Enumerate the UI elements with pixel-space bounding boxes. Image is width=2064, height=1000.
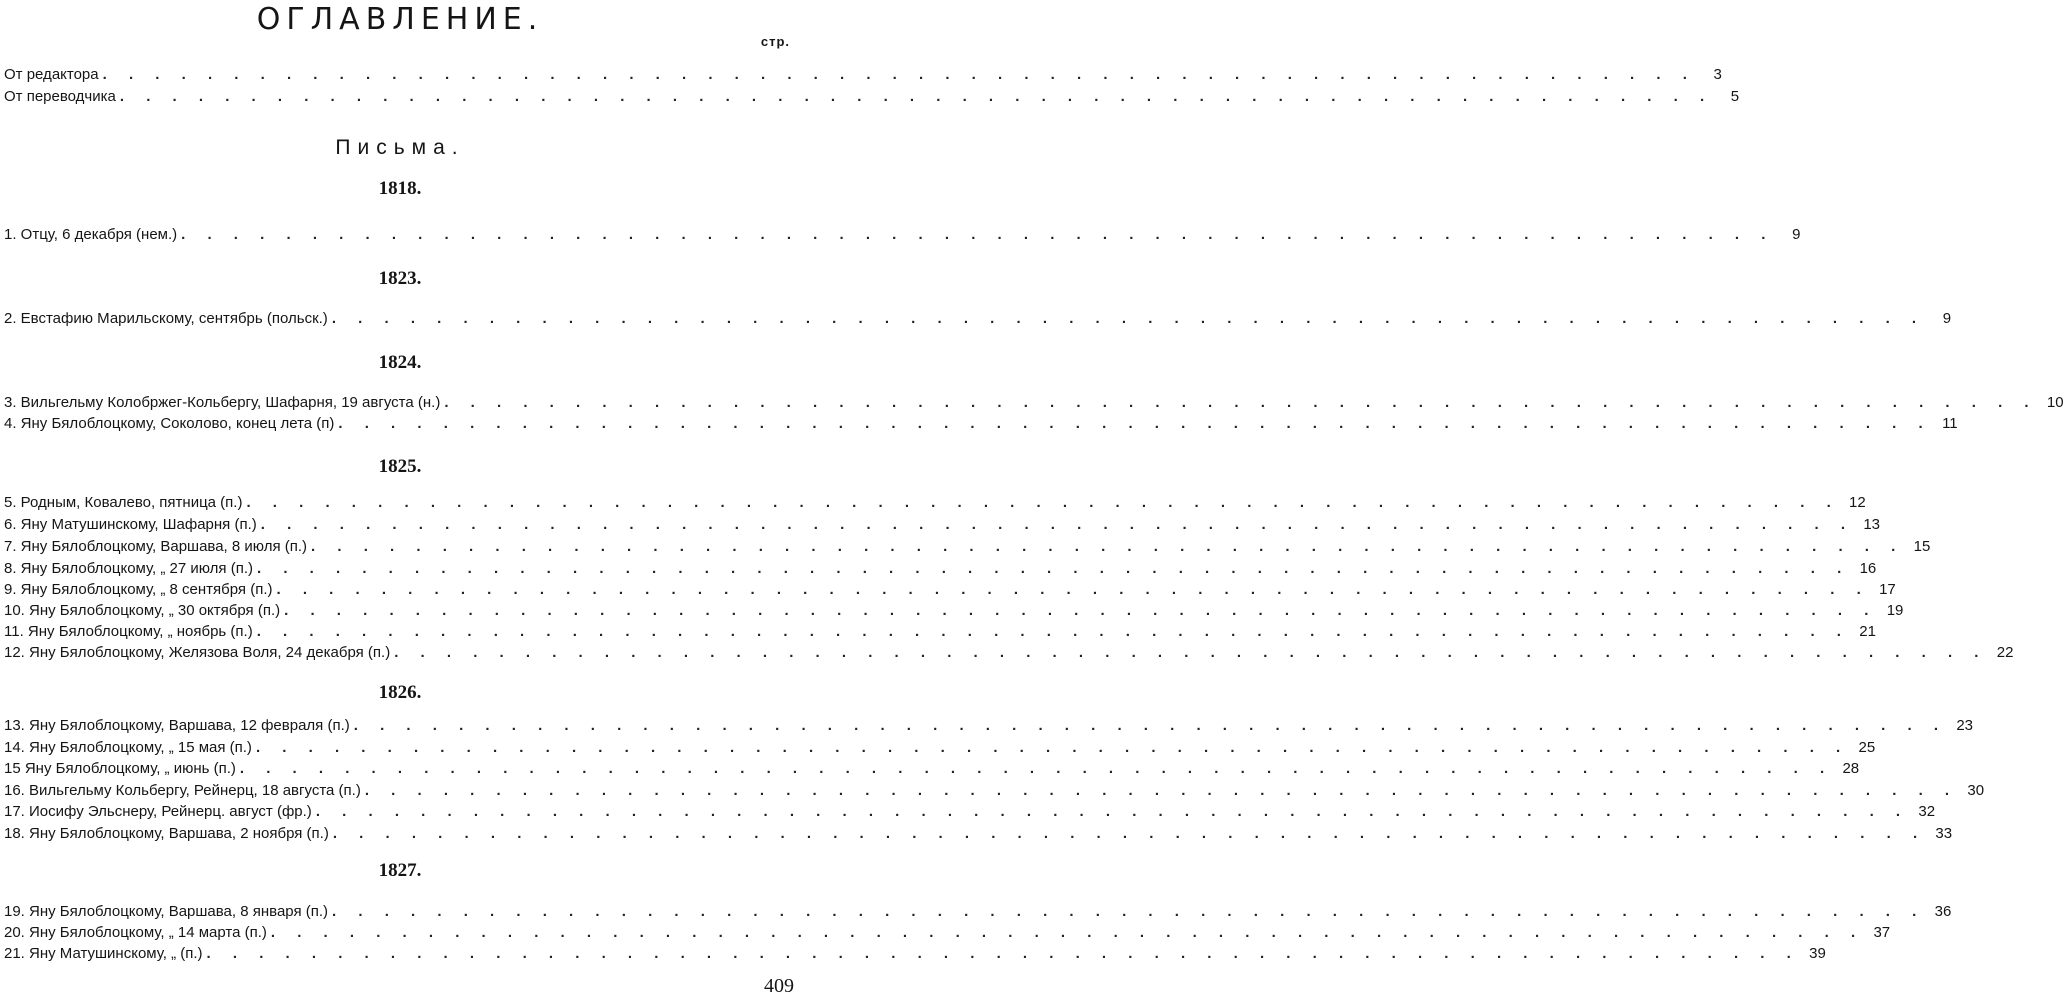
entry-title: 2. Евстафию Марильскому, сентябрь (польск.) <box>4 310 328 327</box>
entry-page: 15 <box>1913 538 1931 555</box>
entry-title: 19. Яну Бялоблоцкому, Варшава, 8 января (п.) <box>4 903 329 920</box>
dot-leader: . . . . . . . . . . . . . . . . . . . . . . . . . . . . . . . . . . . . . . . . . . . . . . . . . . . . . . . . . . . . . <box>315 803 1910 820</box>
entry-title: 21. Яну Матушинскому, „ (п.) <box>4 945 203 962</box>
entry-page: 25 <box>1858 739 1876 756</box>
dot-leader: . . . . . . . . . . . . . . . . . . . . . . . . . . . . . . . . . . . . . . . . . . . . . . . . . . . . . . . . . . . . . <box>338 415 1932 432</box>
entry-page: 9 <box>1942 310 1952 327</box>
entry-page: 32 <box>1918 803 1936 820</box>
dot-leader: . . . . . . . . . . . . . . . . . . . . . . . . . . . . . . . . . . . . . . . . . . . . . . . . . . . . . . . . . . . . . <box>239 760 1834 777</box>
page-column-label: стр. <box>760 34 790 49</box>
toc-entry <box>4 945 1826 967</box>
entry-title: 3. Вильгельму Колобржег-Кольбергу, Шафарня, 19 августа (н.) <box>4 394 441 411</box>
entry-page: 36 <box>1934 903 1952 920</box>
entry-title: 13. Яну Бялоблоцкому, Варшава, 12 февраля (п.) <box>4 717 350 734</box>
dot-leader: . . . . . . . . . . . . . . . . . . . . . . . . . . . . . . . . . . . . . . . . . . . . . . . . . . . . . . . . . . . . . <box>444 394 2038 411</box>
entry-page: 39 <box>1809 945 1826 962</box>
entry-title: 16. Вильгельму Кольбергу, Рейнерц, 18 августа (п.) <box>4 782 361 799</box>
toc-entry <box>4 310 1952 332</box>
entry-page: 21 <box>1859 623 1876 640</box>
dot-leader: . . . . . . . . . . . . . . . . . . . . . . . . . . . . . . . . . . . . . . . . . . . . . . . . . . . . . . . . . . . . . <box>255 739 1850 756</box>
entry-page: 23 <box>1956 717 1974 734</box>
dot-leader: . . . . . . . . . . . . . . . . . . . . . . . . . . . . . . . . . . . . . . . . . . . . . . . . . . . . . . . . . . . . . <box>246 494 1840 511</box>
entry-title: 7. Яну Бялоблоцкому, Варшава, 8 июля (п.) <box>4 538 308 555</box>
entry-title: От редактора <box>4 66 99 83</box>
dot-leader: . . . . . . . . . . . . . . . . . . . . . . . . . . . . . . . . . . . . . . . . . . . . . . . . . . . . . . . . . . . . . <box>102 66 1696 83</box>
dot-leader: . . . . . . . . . . . . . . . . . . . . . . . . . . . . . . . . . . . . . . . . . . . . . . . . . . . . . . . . . . . . . <box>331 310 1926 327</box>
dot-leader: . . . . . . . . . . . . . . . . . . . . . . . . . . . . . . . . . . . . . . . . . . . . . . . . . . . . . . . . . . . . . <box>181 226 1775 243</box>
page-number: 409 <box>764 975 794 997</box>
entry-title: 12. Яну Бялоблоцкому, Желязова Воля, 24 декабря (п.) <box>4 644 391 661</box>
toc-entry <box>4 581 1896 603</box>
entry-page: 13 <box>1863 516 1880 533</box>
year-heading: 1826. <box>378 682 422 703</box>
entry-title: 15 Яну Бялоблоцкому, „ июнь (п.) <box>4 760 236 777</box>
dot-leader: . . . . . . . . . . . . . . . . . . . . . . . . . . . . . . . . . . . . . . . . . . . . . . . . . . . . . . . . . . . . . <box>270 924 1865 941</box>
entry-page: 17 <box>1879 581 1896 598</box>
entry-title: От переводчика <box>4 88 116 105</box>
toc-entry <box>4 924 1891 946</box>
toc-entry <box>4 66 1722 88</box>
dot-leader: . . . . . . . . . . . . . . . . . . . . . . . . . . . . . . . . . . . . . . . . . . . . . . . . . . . . . . . . . . . . . <box>260 516 1854 533</box>
entry-title: 9. Яну Бялоблоцкому, „ 8 сентября (п.) <box>4 581 273 598</box>
toc-entry <box>4 717 1974 739</box>
entry-page: 9 <box>1792 226 1801 243</box>
page-title: ОГЛАВЛЕНИЕ. <box>256 2 544 37</box>
entry-page: 28 <box>1842 760 1860 777</box>
entry-page: 30 <box>1967 782 1985 799</box>
entry-title: 14. Яну Бялоблоцкому, „ 15 мая (п.) <box>4 739 252 756</box>
dot-leader: . . . . . . . . . . . . . . . . . . . . . . . . . . . . . . . . . . . . . . . . . . . . . . . . . . . . . . . . . . . . . <box>332 825 1927 842</box>
entry-title: 4. Яну Бялоблоцкому, Соколово, конец лета (п) <box>4 415 335 432</box>
entry-page: 11 <box>1942 415 1958 432</box>
year-heading: 1818. <box>378 178 422 199</box>
dot-leader: . . . . . . . . . . . . . . . . . . . . . . . . . . . . . . . . . . . . . . . . . . . . . . . . . . . . . . . . . . . . . <box>311 538 1905 555</box>
dot-leader: . . . . . . . . . . . . . . . . . . . . . . . . . . . . . . . . . . . . . . . . . . . . . . . . . . . . . . . . . . . . . <box>353 717 1948 734</box>
toc-entry <box>4 415 1958 437</box>
dot-leader: . . . . . . . . . . . . . . . . . . . . . . . . . . . . . . . . . . . . . . . . . . . . . . . . . . . . . . . . . . . . . <box>257 560 1851 577</box>
toc-entry <box>4 644 2014 666</box>
entry-title: 5. Родным, Ковалево, пятница (п.) <box>4 494 243 511</box>
toc-entry <box>4 494 1866 516</box>
entry-title: 10. Яну Бялоблоцкому, „ 30 октября (п.) <box>4 602 281 619</box>
entry-page: 33 <box>1935 825 1953 842</box>
dot-leader: . . . . . . . . . . . . . . . . . . . . . . . . . . . . . . . . . . . . . . . . . . . . . . . . . . . . . . . . . . . . . <box>364 782 1959 799</box>
dot-leader: . . . . . . . . . . . . . . . . . . . . . . . . . . . . . . . . . . . . . . . . . . . . . . . . . . . . . . . . . . . . . <box>332 903 1926 920</box>
dot-leader: . . . . . . . . . . . . . . . . . . . . . . . . . . . . . . . . . . . . . . . . . . . . . . . . . . . . . . . . . . . . . <box>394 644 1988 661</box>
toc-entry <box>4 623 1876 645</box>
entry-page: 19 <box>1886 602 1904 619</box>
entry-page: 22 <box>1996 644 2014 661</box>
toc-entry <box>4 782 1985 804</box>
dot-leader: . . . . . . . . . . . . . . . . . . . . . . . . . . . . . . . . . . . . . . . . . . . . . . . . . . . . . . . . . . . . . <box>284 602 1878 619</box>
entry-page: 10 <box>2046 394 2064 411</box>
dot-leader: . . . . . . . . . . . . . . . . . . . . . . . . . . . . . . . . . . . . . . . . . . . . . . . . . . . . . . . . . . . . . <box>276 581 1870 598</box>
year-heading: 1824. <box>378 352 422 373</box>
toc-entry <box>4 226 1801 248</box>
dot-leader: . . . . . . . . . . . . . . . . . . . . . . . . . . . . . . . . . . . . . . . . . . . . . . . . . . . . . . . . . . . . . <box>119 88 1714 105</box>
entry-title: 18. Яну Бялоблоцкому, Варшава, 2 ноября (п.) <box>4 825 329 842</box>
toc-entry <box>4 602 1904 624</box>
toc-entry <box>4 394 2064 416</box>
entry-page: 5 <box>1730 88 1740 105</box>
toc-entry <box>4 538 1931 560</box>
entry-title: 8. Яну Бялоблоцкому, „ 27 июля (п.) <box>4 560 253 577</box>
entry-title: 11. Яну Бялоблоцкому, „ ноябрь (п.) <box>4 623 253 640</box>
entry-page: 37 <box>1873 924 1891 941</box>
toc-entry <box>4 903 1952 925</box>
entry-page: 3 <box>1713 66 1722 83</box>
dot-leader: . . . . . . . . . . . . . . . . . . . . . . . . . . . . . . . . . . . . . . . . . . . . . . . . . . . . . . . . . . . . . <box>206 945 1800 962</box>
year-heading: 1825. <box>378 456 422 477</box>
toc-entry <box>4 825 1953 847</box>
entry-title: 1. Отцу, 6 декабря (нем.) <box>4 226 178 243</box>
toc-entry <box>4 760 1860 782</box>
entry-title: 17. Иосифу Эльснеру, Рейнерц. август (фр.) <box>4 803 312 820</box>
year-heading: 1823. <box>378 268 422 289</box>
toc-entry <box>4 739 1876 761</box>
year-heading: 1827. <box>378 860 422 881</box>
entry-title: 6. Яну Матушинскому, Шафарня (п.) <box>4 516 257 533</box>
toc-entry <box>4 560 1877 582</box>
toc-entry <box>4 88 1740 110</box>
entry-page: 12 <box>1849 494 1866 511</box>
toc-entry <box>4 803 1936 825</box>
entry-title: 20. Яну Бялоблоцкому, „ 14 марта (п.) <box>4 924 267 941</box>
toc-entry <box>4 516 1880 538</box>
entry-page: 16 <box>1859 560 1877 577</box>
section-title: Письма. <box>335 136 465 159</box>
dot-leader: . . . . . . . . . . . . . . . . . . . . . . . . . . . . . . . . . . . . . . . . . . . . . . . . . . . . . . . . . . . . . <box>256 623 1850 640</box>
